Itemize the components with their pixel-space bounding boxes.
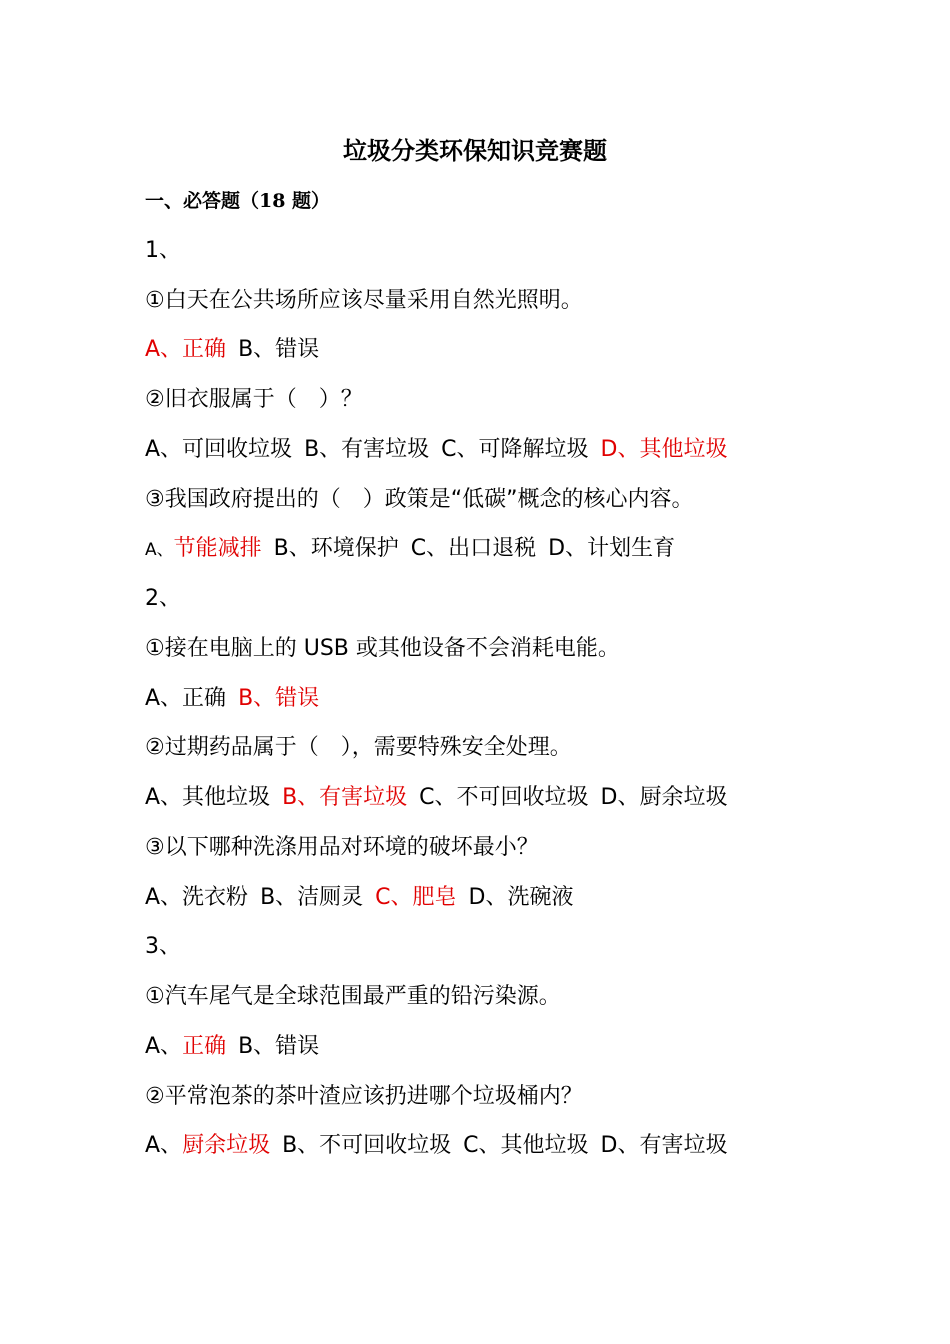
question-text: ①汽车尾气是全球范围最严重的铅污染源。 [145, 984, 561, 1009]
option: B、洁厕灵 [260, 885, 364, 910]
option-prefix: A、 [145, 1034, 183, 1059]
group-number: 2、 [145, 586, 181, 611]
answer-option: B、错误 [238, 686, 320, 711]
question-text: ①接在电脑上的 USB 或其他设备不会消耗电能。 [145, 636, 620, 661]
option: D、有害垃圾 [600, 1133, 728, 1158]
question-text: ②过期药品属于（ ），需要特殊安全处理。 [145, 735, 572, 760]
option-row [145, 335, 319, 365]
question-text: ①白天在公共场所应该尽量采用自然光照明。 [145, 288, 583, 313]
page-title: 垃圾分类环保知识竞赛题 [343, 136, 607, 165]
option: A、其他垃圾 [145, 785, 271, 810]
option-prefix: A、 [145, 540, 174, 560]
option-row [145, 684, 319, 714]
answer-option: 节能减排 [173, 536, 262, 561]
answer-option: B、有害垃圾 [282, 785, 408, 810]
option: C、可降解垃圾 [441, 437, 589, 462]
group-number: 3、 [145, 934, 181, 959]
option-row [145, 783, 727, 813]
answer-option: A、正确 [145, 337, 227, 362]
option: C、其他垃圾 [463, 1133, 589, 1158]
option-row [145, 534, 675, 565]
option-row [145, 1131, 728, 1161]
group-number: 1、 [145, 238, 181, 263]
option: B、错误 [238, 337, 320, 362]
option: B、环境保护 [273, 536, 399, 561]
option-row [145, 883, 573, 913]
answer-option: C、肥皂 [375, 885, 457, 910]
question-text: ②平常泡茶的茶叶渣应该扔进哪个垃圾桶内？ [145, 1084, 583, 1109]
option: A、可回收垃圾 [145, 437, 293, 462]
option: D、洗碗液 [468, 885, 574, 910]
option: A、正确 [145, 686, 227, 711]
option: A、洗衣粉 [145, 885, 249, 910]
option: C、出口退税 [410, 536, 537, 561]
option: D、计划生育 [548, 536, 676, 561]
question-text: ②旧衣服属于（ ）？ [145, 387, 363, 412]
option-row [145, 1032, 319, 1062]
option: B、不可回收垃圾 [282, 1133, 452, 1158]
option: B、有害垃圾 [304, 437, 430, 462]
answer-option: 正确 [182, 1034, 227, 1059]
section-heading: 一、必答题（18 题） [145, 190, 331, 212]
option-row [145, 435, 727, 465]
option: B、错误 [238, 1034, 320, 1059]
option-prefix: A、 [145, 1133, 183, 1158]
answer-option: D、其他垃圾 [600, 437, 728, 462]
answer-option: 厨余垃圾 [182, 1133, 271, 1158]
option: C、不可回收垃圾 [419, 785, 589, 810]
option: D、厨余垃圾 [600, 785, 728, 810]
question-text: ③我国政府提出的（ ）政策是“低碳”概念的核心内容。 [145, 487, 694, 512]
question-text: ③以下哪种洗涤用品对环境的破坏最小？ [145, 835, 539, 860]
